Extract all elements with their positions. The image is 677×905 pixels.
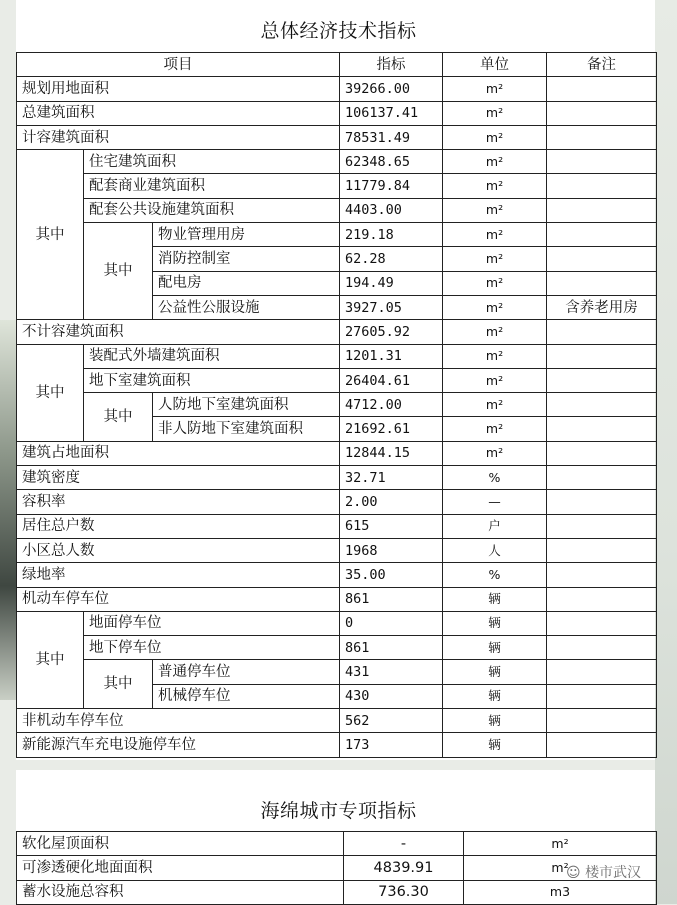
row-label: 建筑占地面积 (17, 441, 340, 465)
row-value: 2.00 (340, 490, 443, 514)
table-row (17, 880, 657, 904)
wechat-icon: ☺ (566, 865, 581, 881)
watermark-text: 楼市武汉 (585, 865, 642, 881)
table-row (17, 563, 657, 587)
row-unit: m² (443, 223, 547, 247)
row-label: 配电房 (153, 271, 340, 295)
row-label: 装配式外墙建筑面积 (84, 344, 340, 368)
main-indicator-table (16, 52, 657, 758)
header-unit: 单位 (443, 53, 547, 77)
row-label: 蓄水设施总容积 (17, 880, 344, 904)
row-label: 公益性公服设施 (153, 295, 340, 319)
row-value: 861 (340, 587, 443, 611)
row-unit: 辆 (443, 611, 547, 635)
table-row (17, 150, 657, 174)
group-label-qizhong: 其中 (17, 344, 84, 441)
table-row (17, 125, 657, 149)
row-value: 173 (340, 733, 443, 757)
table-row (17, 223, 657, 247)
row-unit: 辆 (443, 587, 547, 611)
row-note: 含养老用房 (547, 295, 657, 319)
row-label: 非人防地下室建筑面积 (153, 417, 340, 441)
row-unit: m² (443, 125, 547, 149)
row-label: 可渗透硬化地面面积 (17, 856, 344, 880)
row-unit: m² (464, 832, 657, 856)
row-label: 物业管理用房 (153, 223, 340, 247)
row-unit: 辆 (443, 733, 547, 757)
background-building-edge (0, 320, 16, 700)
row-label: 非机动车停车位 (17, 709, 340, 733)
row-unit: m² (443, 271, 547, 295)
row-unit: m² (443, 247, 547, 271)
row-note (547, 441, 657, 465)
row-value: 12844.15 (340, 441, 443, 465)
table-row (17, 320, 657, 344)
table-row (17, 611, 657, 635)
row-value: 562 (340, 709, 443, 733)
row-value: 62348.65 (340, 150, 443, 174)
row-value: 11779.84 (340, 174, 443, 198)
row-unit: m² (443, 77, 547, 101)
row-label: 软化屋顶面积 (17, 832, 344, 856)
row-label: 配套商业建筑面积 (84, 174, 340, 198)
row-note (547, 563, 657, 587)
row-label: 地面停车位 (84, 611, 340, 635)
header-note: 备注 (547, 53, 657, 77)
subgroup-label-qizhong: 其中 (84, 660, 153, 709)
table-row (17, 733, 657, 757)
row-note (547, 271, 657, 295)
row-label: 容积率 (17, 490, 340, 514)
table-row (17, 856, 657, 880)
table-row (17, 587, 657, 611)
group-label-qizhong: 其中 (17, 611, 84, 708)
row-unit: m² (443, 441, 547, 465)
row-label: 住宅建筑面积 (84, 150, 340, 174)
row-value: 39266.00 (340, 77, 443, 101)
row-value: 27605.92 (340, 320, 443, 344)
main-table-title: 总体经济技术指标 (260, 20, 417, 42)
watermark (566, 862, 641, 882)
table-row (17, 344, 657, 368)
row-value: 615 (340, 514, 443, 538)
row-note (547, 320, 657, 344)
row-unit: 辆 (443, 684, 547, 708)
row-note (547, 611, 657, 635)
header-item: 项目 (17, 53, 340, 77)
row-label: 地下室建筑面积 (84, 368, 340, 392)
row-value: 194.49 (340, 271, 443, 295)
row-note (547, 150, 657, 174)
row-label: 居住总户数 (17, 514, 340, 538)
row-unit: m² (443, 174, 547, 198)
row-unit: 辆 (443, 636, 547, 660)
table-row (17, 490, 657, 514)
row-note (547, 636, 657, 660)
row-value: 219.18 (340, 223, 443, 247)
row-label: 配套公共设施建筑面积 (84, 198, 340, 222)
row-label: 绿地率 (17, 563, 340, 587)
sponge-table-title: 海绵城市专项指标 (260, 800, 417, 822)
row-note (547, 538, 657, 562)
row-note (547, 733, 657, 757)
row-value: 35.00 (340, 563, 443, 587)
row-unit: m3 (464, 880, 657, 904)
row-unit: m² (443, 368, 547, 392)
row-note (547, 344, 657, 368)
row-note (547, 684, 657, 708)
row-label: 规划用地面积 (17, 77, 340, 101)
row-value: 4712.00 (340, 393, 443, 417)
row-unit: m² (443, 344, 547, 368)
row-label: 机械停车位 (153, 684, 340, 708)
row-note (547, 466, 657, 490)
row-unit: m² (443, 101, 547, 125)
row-value: 4839.91 (344, 856, 464, 880)
row-value: 26404.61 (340, 368, 443, 392)
row-value: 431 (340, 660, 443, 684)
row-note (547, 660, 657, 684)
table-row (17, 466, 657, 490)
row-label: 普通停车位 (153, 660, 340, 684)
table-row (17, 660, 657, 684)
table-row (17, 538, 657, 562)
row-value: 1968 (340, 538, 443, 562)
table-row (17, 77, 657, 101)
row-value: 32.71 (340, 466, 443, 490)
table-row (17, 832, 657, 856)
row-note (547, 587, 657, 611)
row-value: 1201.31 (340, 344, 443, 368)
row-label: 新能源汽车充电设施停车位 (17, 733, 340, 757)
row-note (547, 174, 657, 198)
row-note (547, 247, 657, 271)
row-label: 总建筑面积 (17, 101, 340, 125)
row-unit: m² (443, 393, 547, 417)
row-note (547, 223, 657, 247)
table-row (17, 101, 657, 125)
header-value: 指标 (340, 53, 443, 77)
row-value: 4403.00 (340, 198, 443, 222)
row-label: 地下停车位 (84, 636, 340, 660)
row-unit: — (443, 490, 547, 514)
row-unit: m² (464, 856, 657, 880)
row-note (547, 490, 657, 514)
row-note (547, 393, 657, 417)
row-unit: % (443, 563, 547, 587)
row-label: 消防控制室 (153, 247, 340, 271)
row-value: 430 (340, 684, 443, 708)
row-unit: m² (443, 295, 547, 319)
row-note (547, 417, 657, 441)
row-unit: m² (443, 417, 547, 441)
table-row (17, 441, 657, 465)
row-label: 小区总人数 (17, 538, 340, 562)
row-label: 计容建筑面积 (17, 125, 340, 149)
table-row (17, 198, 657, 222)
row-label: 建筑密度 (17, 466, 340, 490)
row-note (547, 514, 657, 538)
row-note (547, 101, 657, 125)
subgroup-label-qizhong: 其中 (84, 393, 153, 442)
row-label: 人防地下室建筑面积 (153, 393, 340, 417)
row-note (547, 125, 657, 149)
row-unit: m² (443, 150, 547, 174)
table-row (17, 514, 657, 538)
subgroup-label-qizhong: 其中 (84, 223, 153, 320)
row-label: 机动车停车位 (17, 587, 340, 611)
row-value: 62.28 (340, 247, 443, 271)
row-unit: 户 (443, 514, 547, 538)
row-note (547, 368, 657, 392)
row-label: 不计容建筑面积 (17, 320, 340, 344)
group-label-qizhong: 其中 (17, 150, 84, 320)
sponge-indicator-table (16, 831, 657, 905)
row-note (547, 77, 657, 101)
row-note (547, 709, 657, 733)
row-value: 78531.49 (340, 125, 443, 149)
table-row (17, 636, 657, 660)
background-right-edge (655, 0, 677, 904)
row-unit: 辆 (443, 709, 547, 733)
row-value: 21692.61 (340, 417, 443, 441)
row-unit: 辆 (443, 660, 547, 684)
row-value: 861 (340, 636, 443, 660)
table-row (17, 393, 657, 417)
table-row (17, 368, 657, 392)
row-unit: m² (443, 198, 547, 222)
row-value: 736.30 (344, 880, 464, 904)
row-unit: % (443, 466, 547, 490)
table-header-row (17, 53, 657, 77)
row-value: - (344, 832, 464, 856)
row-value: 106137.41 (340, 101, 443, 125)
row-value: 3927.05 (340, 295, 443, 319)
row-unit: m² (443, 320, 547, 344)
row-value: 0 (340, 611, 443, 635)
row-unit: 人 (443, 538, 547, 562)
table-row (17, 709, 657, 733)
table-row (17, 174, 657, 198)
row-note (547, 198, 657, 222)
